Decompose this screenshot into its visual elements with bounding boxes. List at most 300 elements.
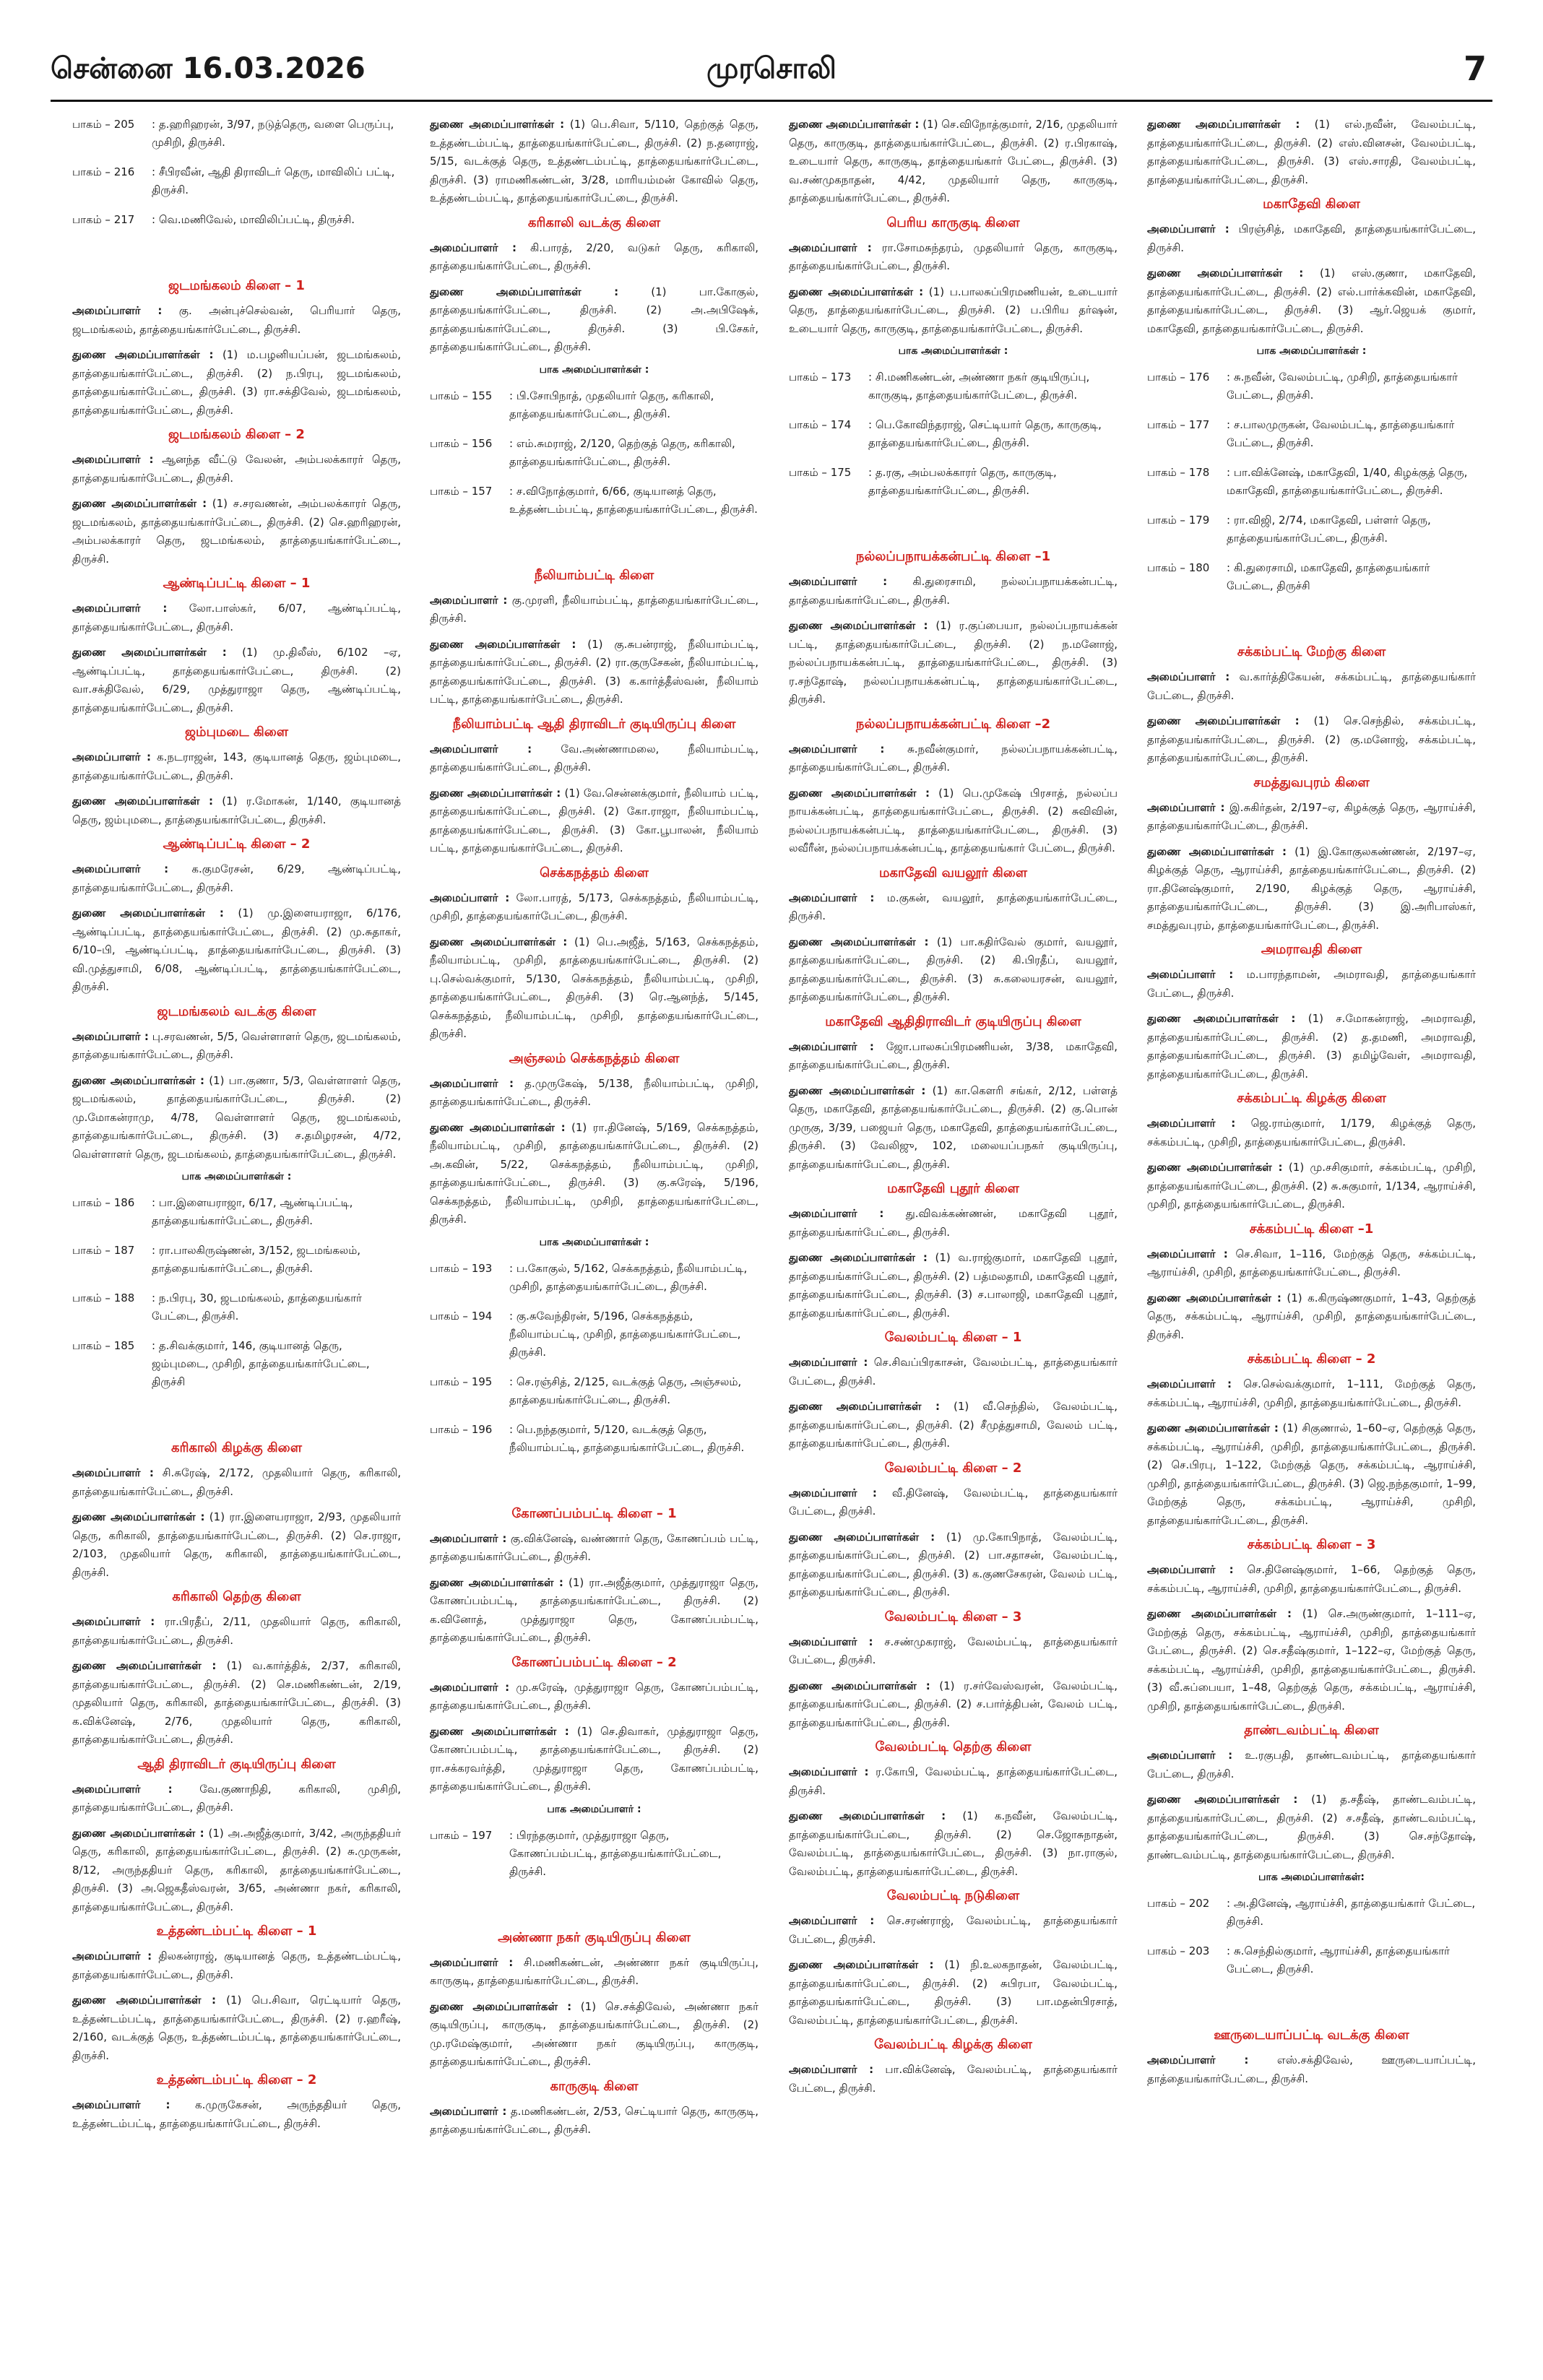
appointee-details: ச.சண்முகராஜ், வேலம்பட்டி, தாத்தையங்கார் பேட்டை, திருச்சி. bbox=[789, 1635, 1118, 1666]
spacer bbox=[430, 530, 758, 562]
appointment-entry bbox=[789, 1484, 1118, 1521]
appointment-entry bbox=[1147, 1419, 1476, 1530]
booth-number: பாகம் – 193 bbox=[430, 1261, 493, 1275]
role-label: துணை அமைப்பாளர்கள் : bbox=[1147, 1012, 1296, 1025]
appointment-entry bbox=[72, 1508, 401, 1582]
appointee-details: (1) ரா.அஜீத்குமார், முத்துராஜா தெரு, கோணப்பம்பட்டி, தாத்தையங்கார்பேட்டை, திருச்சி. (2) க.வினோத், முத்துராஜா தெரு, கோணப்பம்பட்டி, தாத்தையங்கார்பேட்டை, திருச்சி. bbox=[430, 1575, 758, 1644]
appointment-entry bbox=[1147, 966, 1476, 1003]
appointment-entry bbox=[789, 1082, 1118, 1174]
role-label: துணை அமைப்பாளர்கள் : bbox=[789, 118, 920, 131]
role-label: துணை அமைப்பாளர்கள் : bbox=[789, 1958, 934, 1971]
role-label: அமைப்பாளர் : bbox=[1147, 670, 1230, 683]
booth-entry bbox=[72, 1337, 401, 1391]
appointment-entry bbox=[72, 1991, 401, 2065]
booth-number: பாகம் – 179 bbox=[1147, 514, 1210, 527]
role-label: துணை அமைப்பாளர்கள் : bbox=[789, 1679, 930, 1692]
booth-number: பாகம் – 203 bbox=[1147, 1944, 1210, 1957]
booth-agent: : ச.விநோத்குமார், 6/66, குடியானத் தெரு, உத்தண்டம்பட்டி, தாத்தையங்கார்பேட்டை, திருச்சி. bbox=[509, 484, 758, 516]
appointee-details: (1) ர.குப்பையா, நல்லப்பநாயக்கன் பட்டி, தாத்தையங்கார்பேட்டை, திருச்சி. (2) ந.மனோஜ், நல்லப்பநாயக்கன்பட்டி, தாத்தையங்கார்பேட்டை, திருச்சி. (3) ர.சந்தோஷ், நல்லப்பநாயக்கன்பட்டி, தாத்தையங்கார்பேட்டை, திருச்சி. bbox=[789, 619, 1118, 706]
booth-number: பாகம் – 185 bbox=[72, 1339, 135, 1352]
booth-agents-heading: பாக அமைப்பாளர்கள் : bbox=[1256, 345, 1367, 357]
branch-heading: சக்கம்பட்டி கிளை – 2 bbox=[1247, 1351, 1376, 1367]
appointee-details: பா.விக்னேஷ், வேலம்பட்டி, தாத்தையங்கார் பேட்டை, திருச்சி. bbox=[789, 2063, 1118, 2095]
appointment-entry bbox=[430, 933, 758, 1044]
appointee-details: (1) எல்.நவீன், வேலம்பட்டி, தாத்தையங்கார்பேட்டை, திருச்சி. (2) எஸ்.வினசன், வேலம்பட்டி, தாத்தையங்கார்பேட்டை, திருச்சி. (3) எஸ்.சாரதி, வேலம்பட்டி, தாத்தையங்கார்பேட்டை, திருச்சி. bbox=[1147, 118, 1476, 186]
booth-agents-heading: பாக அமைப்பாளர்கள் : bbox=[539, 1236, 649, 1248]
branch-heading: தாண்டவம்பட்டி கிளை bbox=[1244, 1723, 1379, 1738]
appointment-entry bbox=[1147, 1747, 1476, 1783]
appointment-entry bbox=[789, 1912, 1118, 1949]
appointee-details: (1) க.நவீன், வேலம்பட்டி, தாத்தையங்கார்பேட்டை, திருச்சி. (2) செ.ஜோசுநாதன், வேலம்பட்டி, தாத்தையங்கார்பேட்டை, திருச்சி. (3) நா.ராகுல், வேலம்பட்டி, தாத்தையங்கார்பேட்டை, திருச்சி. bbox=[789, 1809, 1118, 1878]
appointment-entry bbox=[72, 1464, 401, 1501]
role-label: துணை அமைப்பாளர்கள் : bbox=[1147, 267, 1304, 280]
booth-agent: : அ.தினேஷ், ஆராய்ச்சி, தாத்தையங்கார் பேட்டை, திருச்சி. bbox=[1227, 1897, 1476, 1928]
appointee-details: (1) கா.கௌரி சங்கர், 2/12, பள்ளத் தெரு, மகாதேவி, தாத்தையங்கார்பேட்டை, திருச்சி. (2) கு.பொன் முருகு, 3/39, பஜையர் தெரு, மகாதேவி, தாத்தையங்கார்பேட்டை, திருச்சி. (3) வேலிஜு, 102, மலையப்பநகர் குடியிருப்பு, தாத்தையங்கார்பேட்டை, திருச்சி. bbox=[789, 1083, 1118, 1171]
role-label: அமைப்பாளர் : bbox=[430, 241, 517, 254]
booth-number: பாகம் – 155 bbox=[430, 389, 493, 402]
role-label: துணை அமைப்பாளர்கள் : bbox=[430, 1120, 566, 1134]
branch-heading: மகாதேவி கிளை bbox=[1263, 196, 1360, 212]
edition-date: சென்னை 16.03.2026 bbox=[51, 52, 366, 85]
appointee-details: து.விவக்கண்ணன், மகாதேவி புதூர், தாத்தையங்கார்பேட்டை, திருச்சி. bbox=[789, 1207, 1118, 1239]
role-label: அமைப்பாளர் : bbox=[789, 1356, 868, 1369]
role-label: அமைப்பாளர் : bbox=[789, 1486, 877, 1500]
appointee-details: (1) ச.சரவணன், அம்பலக்காரர் தெரு, ஜடமங்கலம், தாத்தையங்கார்பேட்டை, திருச்சி. (2) செ.ஹரிஹரன், அம்பலக்காரர் தெரு, ஜடமங்கலம், தாத்தையங்கார்பேட்டை, திருச்சி. bbox=[72, 497, 401, 566]
role-label: துணை அமைப்பாளர்கள் : bbox=[430, 1575, 563, 1589]
appointee-details: (1) ரா.இளையராஜா, 2/93, முதலியார் தெரு, கரிகாலி, தாத்தையங்கார்பேட்டை, திருச்சி. (2) செ.ராஜா, 2/103, முதலியார் தெரு, கரிகாலி, தாத்தையங்கார்பேட்டை, திருச்சி. bbox=[72, 1510, 401, 1579]
appointment-entry bbox=[72, 2096, 401, 2133]
role-label: அமைப்பாளர் : bbox=[789, 891, 875, 904]
booth-entry bbox=[72, 116, 401, 152]
appointment-entry bbox=[789, 1205, 1118, 1242]
booth-agent: : த.சிவக்குமார், 146, குடியானத் தெரு, ஜம்புமடை, முசிறி, தாத்தையங்கார்பேட்டை, திருச்சி bbox=[152, 1339, 370, 1388]
branch-heading: உத்தண்டம்பட்டி கிளை – 2 bbox=[156, 2072, 317, 2087]
appointee-details: (1) பா.குணா, 5/3, வெள்ளாளர் தெரு, ஜடமங்கலம், தாத்தையங்கார்பேட்டை, திருச்சி. (2) மு.மோகன்ராமு, 4/78, வெள்ளாளர் தெரு, ஜடமங்கலம், தாத்தையங்கார்பேட்டை, திருச்சி. (3) ச.தமிழரசன், 4/72, வெள்ளாளர் தெரு, ஜடமங்கலம், தாத்தையங்கார்பேட்டை, திருச்சி. bbox=[72, 1073, 401, 1161]
newspaper-name: முரசொலி bbox=[706, 52, 837, 85]
branch-heading: சக்கம்பட்டி கிளை – 3 bbox=[1247, 1537, 1376, 1552]
appointee-details: (1) இ.கோகுலகண்ணன், 2/197–ஏ, கிழக்குத் தெரு, ஆராய்ச்சி, தாத்தையங்கார்பேட்டை, திருச்சி. (2) ரா.தினேஷ்குமார், 2/190, கிழக்குத் தெரு, ஆராய்ச்சி, தாத்தையங்கார்பேட்டை, திருச்சி. (3) இ.அரிபாஸ்கர், சமத்துவபுரம், தாத்தையங்கார்பேட்டை, திருச்சி. bbox=[1147, 844, 1476, 932]
booth-agent: : சு.செந்தில்குமார், ஆராய்ச்சி, தாத்தையங்கார் பேட்டை, திருச்சி. bbox=[1227, 1944, 1450, 1976]
appointment-entry bbox=[789, 1956, 1118, 2030]
role-label: துணை அமைப்பாளர்கள் : bbox=[789, 1400, 940, 1413]
appointee-details: (1) பெ.சிவா, ரெட்டியார் தெரு, உத்தண்டம்பட்டி, தாத்தையங்கார்பேட்டை, திருச்சி. (2) ர.ஹரீஷ், 2/160, வடக்குத் தெரு, உத்தண்டம்பட்டி, தாத்தையங்கார்பேட்டை, திருச்சி. bbox=[72, 1994, 401, 2062]
branch-heading: உத்தண்டம்பட்டி கிளை – 1 bbox=[156, 1924, 317, 1939]
branch-heading: மகாதேவி ஆதிதிராவிடர் குடியிருப்பு கிளை bbox=[825, 1013, 1081, 1029]
appointment-entry bbox=[1147, 1289, 1476, 1345]
appointee-details: உ.ரகுபதி, தாண்டவம்பட்டி, தாத்தையங்கார் பேட்டை, திருச்சி. bbox=[1147, 1749, 1476, 1780]
role-label: துணை அமைப்பாளர்கள் : bbox=[789, 786, 930, 800]
branch-heading: ஜம்புமடை கிளை bbox=[184, 724, 289, 740]
booth-entry bbox=[789, 464, 1118, 500]
role-label: துணை அமைப்பாளர்கள் : bbox=[72, 646, 227, 659]
spacer bbox=[789, 511, 1118, 543]
spacer bbox=[72, 1403, 401, 1435]
booth-number: பாகம் – 157 bbox=[430, 484, 493, 498]
appointment-entry bbox=[1147, 264, 1476, 338]
appointment-entry bbox=[72, 1613, 401, 1650]
role-label: அமைப்பாளர் : bbox=[72, 1782, 173, 1796]
appointment-entry bbox=[430, 283, 758, 357]
branch-heading: வேலம்பட்டி தெற்கு கிளை bbox=[875, 1739, 1032, 1754]
branch-heading: சக்கம்பட்டி கிளை –1 bbox=[1249, 1221, 1374, 1237]
appointee-details: (1) பெ.சிவா, 5/110, தெற்குத் தெரு, உத்தண்டம்பட்டி, தாத்தையங்கார்பேட்டை, திருச்சி. (2) ந.தனராஜ், 5/15, வடக்குத் தெரு, உத்தண்டம்பட்டி, தாத்தையங்கார்பேட்டை, திருச்சி. (3) ராமணிகண்டன், 3/28, மாரியம்மன் கோவில் தெரு, உத்தண்டம்பட்டி, தாத்தையங்கார்பேட்டை, திருச்சி. bbox=[430, 118, 758, 204]
appointee-details: (1) மு.இளையராஜா, 6/176, ஆண்டிப்பட்டி, தாத்தையங்கார்பேட்டை, திருச்சி. (2) மு.சுதாகர், 6/10–பி, ஆண்டிப்பட்டி, தாத்தையங்கார்பேட்டை, திருச்சி. (3) வி.முத்துசாமி, 6/08, ஆண்டிப்பட்டி, தாத்தையங்கார்பேட்டை, திருச்சி. bbox=[72, 906, 401, 993]
appointment-entry bbox=[430, 636, 758, 709]
appointment-entry bbox=[72, 860, 401, 897]
appointee-details: வே.குணாநிதி, கரிகாலி, முசிறி, தாத்தையங்கார்பேட்டை, திருச்சி. bbox=[72, 1782, 401, 1814]
role-label: துணை அமைப்பாளர்கள் : bbox=[789, 285, 924, 298]
role-label: துணை அமைப்பாளர்கள் : bbox=[1147, 1291, 1281, 1304]
appointee-details: (1) வ.ராஜ்குமார், மகாதேவி புதூர், தாத்தையங்கார்பேட்டை, திருச்சி. (2) பத்மலதாமி, மகாதேவி புதூர், தாத்தையங்கார்பேட்டை, திருச்சி. (3) ச.பாலாஜி, மகாதேவி புதூர், தாத்தையங்கார்பேட்டை, திருச்சி. bbox=[789, 1251, 1118, 1320]
appointment-entry bbox=[72, 1825, 401, 1917]
role-label: அமைப்பாளர் : bbox=[72, 1950, 152, 1963]
column-1 bbox=[72, 116, 401, 2347]
role-label: துணை அமைப்பாளர்கள் : bbox=[789, 619, 928, 632]
role-label: துணை அமைப்பாளர்கள் : bbox=[430, 935, 568, 948]
booth-agent: : வெ.மணிவேல், மாவிலிப்பட்டி, திருச்சி. bbox=[152, 213, 355, 226]
appointment-entry bbox=[789, 1398, 1118, 1453]
role-label: அமைப்பாளர் : bbox=[72, 1615, 155, 1628]
appointee-details: க.முருகேசன், அருந்ததியர் தெரு, உத்தண்டம்பட்டி, தாத்தையங்கார்பேட்டை, திருச்சி. bbox=[72, 2098, 401, 2130]
spacer bbox=[72, 241, 401, 272]
booth-entry bbox=[72, 211, 401, 229]
branch-heading: வேலம்பட்டி நடுகிளை bbox=[886, 1888, 1020, 1903]
appointment-entry bbox=[1147, 2051, 1476, 2088]
booth-agents-heading: பாக அமைப்பாளர்கள் : bbox=[898, 345, 1008, 357]
role-label: அமைப்பாளர் : bbox=[1147, 1563, 1234, 1576]
appointee-details: கு.முரளி, நீலியாம்பட்டி, தாத்தையங்கார்பேட்டை, திருச்சி. bbox=[430, 593, 758, 625]
booth-entry bbox=[789, 416, 1118, 452]
booth-agent: : சு.நவீன், வேலம்பட்டி, முசிறி, தாத்தையங்கார் பேட்டை, திருச்சி. bbox=[1227, 371, 1458, 402]
branch-heading: ஆண்டிப்பட்டி கிளை – 1 bbox=[163, 576, 311, 591]
appointee-details: த.மணிகண்டன், 2/53, செட்டியார் தெரு, காருகுடி, தாத்தையங்கார்பேட்டை, திருச்சி. bbox=[430, 2104, 758, 2136]
booth-agents-heading: பாக அமைப்பாளர் : bbox=[547, 1803, 641, 1815]
appointment-entry bbox=[430, 740, 758, 777]
branch-heading: ஜடமங்கலம் கிளை – 1 bbox=[168, 278, 305, 293]
appointee-details: (1) நி.உலகநாதன், வேலம்பட்டி, தாத்தையங்கார்பேட்டை, திருச்சி. (2) சுபிரபா, வேலம்பட்டி, தாத்தையங்கார்பேட்டை, திருச்சி. (3) பா.மதன்பிரசாத், வேலம்பட்டி, தாத்தையங்கார்பேட்டை, திருச்சி. bbox=[789, 1958, 1118, 2027]
appointee-details: பு.சரவணன், 5/5, வெள்ளாளர் தெரு, ஜடமங்கலம், தாத்தையங்கார்பேட்டை, திருச்சி. bbox=[72, 1029, 401, 1061]
appointee-details: க.குமரேசன், 6/29, ஆண்டிப்பட்டி, தாத்தையங்கார்பேட்டை, திருச்சி. bbox=[72, 862, 401, 894]
branch-heading: வேலம்பட்டி கிழக்கு கிளை bbox=[874, 2037, 1032, 2052]
appointee-details: சி.மணிகண்டன், அண்ணா நகர் குடியிருப்பு, காருகுடி, தாத்தையங்கார்பேட்டை, திருச்சி. bbox=[430, 1955, 758, 1987]
appointment-entry bbox=[430, 116, 758, 208]
appointee-details: (1) ரா.தினேஷ், 5/169, செக்கநத்தம், நீலியாம்பட்டி, முசிறி, தாத்தையங்கார்பேட்டை, திருச்சி. (2) அ.கவின், 5/22, செக்கநத்தம், நீலியாம்பட்டி, முசிறி, தாத்தையங்கார்பேட்டை, திருச்சி. (3) கு.சுரேஷ், 5/196, செக்கநத்தம், நீலியாம்பட்டி, முசிறி, தாத்தையங்கார்பேட்டை, திருச்சி. bbox=[430, 1120, 758, 1226]
branch-heading: கோணப்பம்பட்டி கிளை – 1 bbox=[511, 1505, 677, 1521]
booth-agent: : பா.இளையராஜா, 6/17, ஆண்டிப்பட்டி, தாத்தையங்கார்பேட்டை, திருச்சி. bbox=[152, 1196, 353, 1227]
appointment-entry bbox=[789, 2061, 1118, 2098]
appointee-details: ர.கோபி, வேலம்பட்டி, தாத்தையங்கார்பேட்டை, திருச்சி. bbox=[789, 1765, 1118, 1797]
booth-number: பாகம் – 177 bbox=[1147, 418, 1210, 431]
booth-entry bbox=[1147, 559, 1476, 595]
booth-entry bbox=[430, 387, 758, 423]
appointee-details: ரா.சோமசுந்தரம், முதலியார் தெரு, காருகுடி, தாத்தையங்கார்பேட்டை, திருச்சி. bbox=[789, 241, 1118, 272]
appointee-details: (1) ம.பழனியப்பன், ஜடமங்கலம், தாத்தையங்கார்பேட்டை, திருச்சி. (2) ந.பிரபு, ஜடமங்கலம், தாத்தையங்கார்பேட்டை, திருச்சி. (3) ரா.சக்திவேல், ஜடமங்கலம், தாத்தையங்கார்பேட்டை, திருச்சி. bbox=[72, 348, 401, 417]
role-label: அமைப்பாளர் : bbox=[1147, 1247, 1228, 1260]
role-label: துணை அமைப்பாளர்கள் : bbox=[1147, 1161, 1283, 1174]
booth-entry bbox=[72, 1289, 401, 1325]
appointment-entry bbox=[789, 933, 1118, 1007]
appointee-details: (1) செ.திவாகர், முத்துராஜா தெரு, கோணப்பம்பட்டி, தாத்தையங்கார்பேட்டை, திருச்சி. (2) ரா.சக்கரவர்த்தி, முத்துராஜா தெரு, கோணப்பம்பட்டி, தாத்தையங்கார்பேட்டை, திருச்சி. bbox=[430, 1724, 758, 1793]
appointee-details: (1) எஸ்.குணா, மகாதேவி, தாத்தையங்கார்பேட்டை, திருச்சி. (2) எல்.பார்க்கவின், மகாதேவி, தாத்தையங்கார்பேட்டை, திருச்சி. (3) ஆர்.ஜெயக் குமார், மகாதேவி, தாத்தையங்கார்பேட்டை, திருச்சி. bbox=[1147, 267, 1476, 335]
role-label: அமைப்பாளர் : bbox=[1147, 968, 1234, 981]
role-label: அமைப்பாளர் : bbox=[430, 593, 508, 607]
role-label: அமைப்பாளர் : bbox=[430, 2104, 507, 2118]
role-label: துணை அமைப்பாளர்கள் : bbox=[789, 935, 929, 948]
appointment-entry bbox=[789, 889, 1118, 926]
branch-heading: வேலம்பட்டி கிளை – 2 bbox=[884, 1460, 1022, 1476]
appointment-entry bbox=[430, 239, 758, 276]
role-label: அமைப்பாளர் : bbox=[430, 1955, 514, 1969]
booth-entry bbox=[789, 368, 1118, 404]
booth-entry bbox=[430, 1307, 758, 1362]
branch-heading: அண்ணா நகர் குடியிருப்பு கிளை bbox=[498, 1929, 691, 1945]
role-label: அமைப்பாளர் : bbox=[72, 1466, 154, 1479]
booth-number: பாகம் – 175 bbox=[789, 466, 852, 479]
booth-entry bbox=[430, 1260, 758, 1296]
appointee-details: செ.சிவா, 1–116, மேற்குத் தெரு, சக்கம்பட்டி, ஆராய்ச்சி, முசிறி, தாத்தையங்கார்பேட்டை, திருச்சி. bbox=[1147, 1247, 1476, 1278]
booth-number: பாகம் – 194 bbox=[430, 1309, 493, 1323]
booth-agent: : பா.விக்னேஷ், மகாதேவி, 1/40, கிழக்குத் தெரு, மகாதேவி, தாத்தையங்கார்பேட்டை, திருச்சி. bbox=[1227, 466, 1468, 497]
role-label: அமைப்பாளர் : bbox=[789, 1914, 875, 1927]
appointee-details: செ.சரண்ராஜ், வேலம்பட்டி, தாத்தையங்கார் பேட்டை, திருச்சி. bbox=[789, 1914, 1118, 1946]
role-label: அமைப்பாளர் : bbox=[1147, 2054, 1249, 2067]
role-label: துணை அமைப்பாளர்கள் : bbox=[430, 637, 576, 651]
appointment-entry bbox=[72, 1028, 401, 1065]
role-label: துணை அமைப்பாளர்கள் : bbox=[1147, 1607, 1292, 1620]
booth-number: பாகம் – 188 bbox=[72, 1291, 135, 1304]
booth-agent: : சி.மணிகண்டன், அண்ணா நகர் குடியிருப்பு, காருகுடி, தாத்தையங்கார்பேட்டை, திருச்சி. bbox=[868, 371, 1090, 402]
branch-heading: வேலம்பட்டி கிளை – 1 bbox=[884, 1330, 1022, 1345]
booth-entry bbox=[430, 1373, 758, 1409]
booth-number: பாகம் – 156 bbox=[430, 436, 493, 450]
role-label: துணை அமைப்பாளர்கள் : bbox=[72, 1073, 205, 1087]
appointee-details: (1) பெ.முகேஷ் பிரசாத், நல்லப்ப நாயக்கன்பட்டி, தாத்தையங்கார்பேட்டை, திருச்சி. (2) சுவிவின், நல்லப்பநாயக்கன்பட்டி, தாத்தையங்கார்பேட்டை, திருச்சி. (3) லவீரீன், நல்லப்பநாயக்கன்பட்டி, தாத்தையங்கார் பேட்டை, திருச்சி. bbox=[789, 786, 1118, 854]
spacer bbox=[1147, 607, 1476, 639]
role-label: துணை அமைப்பாளர்கள் : bbox=[72, 1994, 217, 2007]
appointee-details: செ.சிவப்பிரகாசன், வேலம்பட்டி, தாத்தையங்கார் பேட்டை, திருச்சி. bbox=[789, 1356, 1118, 1388]
role-label: அமைப்பாளர் : bbox=[72, 2098, 170, 2111]
appointment-entry bbox=[789, 1633, 1118, 1670]
appointee-details: ஆனந்த வீட்டு வேலன், அம்பலக்காரர் தெரு, தாத்தையங்கார்பேட்டை, திருச்சி. bbox=[72, 453, 401, 485]
role-label: துணை அமைப்பாளர்கள் : bbox=[430, 118, 565, 131]
booth-agent: : த.ரகு, அம்பலக்காரர் தெரு, காருகுடி, தாத்தையங்கார்பேட்டை, திருச்சி. bbox=[868, 466, 1057, 497]
role-label: அமைப்பாளர் : bbox=[789, 575, 888, 588]
branch-heading: வேலம்பட்டி கிளை – 3 bbox=[884, 1609, 1022, 1624]
appointment-entry bbox=[430, 1119, 758, 1229]
appointment-entry bbox=[1147, 1159, 1476, 1214]
booth-entry bbox=[430, 483, 758, 519]
branch-heading: ஊருடையாப்பட்டி வடக்கு கிளை bbox=[1214, 2028, 1409, 2043]
appointment-entry bbox=[430, 1530, 758, 1567]
role-label: அமைப்பாளர் : bbox=[430, 742, 532, 756]
role-label: துணை அமைப்பாளர்கள் : bbox=[72, 497, 207, 510]
appointee-details: (1) வ.கார்த்திக், 2/37, கரிகாலி, தாத்தையங்கார்பேட்டை, திருச்சி. (2) செ.மணிகண்டன், 2/19, முதலியார் தெரு, கரிகாலி, தாத்தையங்கார்பேட்டை, திருச்சி. (3) க.விக்னேஷ், 2/76, முதலியார் தெரு, கரிகாலி, தாத்தையங்கார்பேட்டை, திருச்சி. bbox=[72, 1659, 401, 1746]
role-label: துணை அமைப்பாளர்கள் : bbox=[72, 1510, 205, 1523]
branch-heading: பெரிய காருகுடி கிளை bbox=[886, 215, 1020, 230]
appointment-entry bbox=[1147, 220, 1476, 257]
appointee-details: திலகன்ராஜ், குடியானத் தெரு, உத்தண்டம்பட்டி, தாத்தையங்கார்பேட்டை, திருச்சி. bbox=[72, 1950, 401, 1981]
role-label: அமைப்பாளர் : bbox=[430, 1680, 510, 1694]
booth-number: பாகம் – 176 bbox=[1147, 371, 1210, 384]
role-label: அமைப்பாளர் : bbox=[1147, 1377, 1232, 1390]
appointment-entry bbox=[430, 1075, 758, 1112]
appointment-entry bbox=[789, 740, 1118, 777]
role-label: துணை அமைப்பாளர்கள் : bbox=[1147, 714, 1300, 727]
branch-heading: நல்லப்பநாயக்கன்பட்டி கிளை –2 bbox=[855, 716, 1051, 732]
booth-agent: : ப.கோகுல், 5/162, செக்கநத்தம், நீலியாம்பட்டி, முசிறி, தாத்தையங்கார்பேட்டை, திருச்சி. bbox=[509, 1261, 748, 1293]
appointment-entry bbox=[72, 1657, 401, 1749]
branch-heading: நீலியாம்பட்டி கிளை bbox=[534, 567, 654, 583]
booth-number: பாகம் – 217 bbox=[72, 213, 135, 226]
role-label: துணை அமைப்பாளர்கள் : bbox=[1147, 1421, 1279, 1435]
role-label: துணை அமைப்பாளர்கள் : bbox=[1147, 844, 1287, 858]
appointee-details: (1) ர.சர்வேஸ்வரன், வேலம்பட்டி, தாத்தையங்கார்பேட்டை, திருச்சி. (2) ச.பார்த்திபன், வேலம் பட்டி, தாத்தையங்கார்பேட்டை, திருச்சி. bbox=[789, 1679, 1118, 1729]
appointee-details: (1) ச.மோகன்ராஜ், அமராவதி, தாத்தையங்கார்பேட்டை, திருச்சி. (2) த.தமணி, அமராவதி, தாத்தையங்கார்பேட்டை, திருச்சி. (3) தமிழ்வேள், அமராவதி, தாத்தையங்கார்பேட்டை, திருச்சி. bbox=[1147, 1012, 1476, 1081]
booth-agent: : ரா.பாலகிருஷ்ணன், 3/152, ஜடமங்கலம், தாத்தையங்கார்பேட்டை, திருச்சி. bbox=[152, 1244, 361, 1275]
appointee-details: எஸ்.சக்திவேல், ஊருடையாப்பட்டி, தாத்தையங்கார்பேட்டை, திருச்சி. bbox=[1147, 2054, 1476, 2085]
role-label: அமைப்பாளர் : bbox=[430, 1531, 507, 1545]
appointee-details: (1) பெ.அஜீத், 5/163, செக்கநத்தம், நீலியாம்பட்டி, முசிறி, தாத்தையங்கார்பேட்டை, திருச்சி. (2) பு.செல்வக்குமார், 5/130, செக்கநத்தம், நீலியாம்பட்டி, முசிறி, தாத்தையங்கார்பேட்டை, திருச்சி. (3) ரெ.ஆனந்த், 5/145, செக்கநத்தம், நீலியாம்பட்டி, முசிறி, தாத்தையங்கார்பேட்டை, திருச்சி. bbox=[430, 935, 758, 1040]
role-label: அமைப்பாளர் : bbox=[1147, 1749, 1233, 1762]
role-label: துணை அமைப்பாளர்கள் : bbox=[72, 348, 214, 361]
appointment-entry bbox=[789, 1038, 1118, 1075]
role-label: துணை அமைப்பாளர்கள் : bbox=[72, 795, 214, 808]
appointee-details: ஜெ.ராம்குமார், 1/179, கிழக்குத் தெரு, சக்கம்பட்டி, முசிறி, தாத்தையங்கார்பேட்டை, திருச்சி. bbox=[1147, 1117, 1476, 1148]
role-label: துணை அமைப்பாளர்கள் : bbox=[430, 1724, 569, 1738]
branch-heading: கரிகாலி வடக்கு கிளை bbox=[527, 215, 661, 230]
booth-number: பாகம் – 186 bbox=[72, 1196, 135, 1209]
role-label: அமைப்பாளர் : bbox=[1147, 222, 1229, 235]
branch-heading: கோணப்பம்பட்டி கிளை – 2 bbox=[511, 1654, 677, 1670]
appointment-entry bbox=[1147, 799, 1476, 836]
booth-number: பாகம் – 187 bbox=[72, 1244, 135, 1257]
appointment-entry bbox=[430, 2103, 758, 2139]
role-label: துணை அமைப்பாளர்கள் : bbox=[789, 1809, 946, 1822]
appointee-details: வ.கார்த்திகேயன், சக்கம்பட்டி, தாத்தையங்கார் பேட்டை, திருச்சி. bbox=[1147, 670, 1476, 702]
branch-heading: கரிகாலி தெற்கு கிளை bbox=[172, 1589, 301, 1604]
booth-number: பாகம் – 173 bbox=[789, 371, 852, 384]
appointment-entry bbox=[72, 346, 401, 420]
appointment-entry bbox=[789, 283, 1118, 339]
role-label: அமைப்பாளர் : bbox=[430, 1076, 514, 1090]
appointee-details: கி.துரைசாமி, நல்லப்பநாயக்கன்பட்டி, தாத்தையங்கார்பேட்டை, திருச்சி. bbox=[789, 575, 1118, 607]
appointee-details: இ.சுகிர்தன், 2/197–ஏ, கிழக்குத் தெரு, ஆராய்ச்சி, தாத்தையங்கார்பேட்டை, திருச்சி. bbox=[1147, 800, 1476, 832]
appointment-entry bbox=[430, 784, 758, 858]
role-label: அமைப்பாளர் : bbox=[72, 862, 169, 875]
booth-number: பாகம் – 197 bbox=[430, 1828, 493, 1842]
booth-entry bbox=[430, 1827, 758, 1881]
appointment-entry bbox=[1147, 668, 1476, 705]
role-label: அமைப்பாளர் : bbox=[789, 2063, 874, 2076]
role-label: துணை அமைப்பாளர்கள் : bbox=[1147, 118, 1300, 131]
branch-heading: நீலியாம்பட்டி ஆதி திராவிடர் குடியிருப்பு கிளை bbox=[452, 716, 736, 732]
appointee-details: கு.விக்னேஷ், வண்ணார் தெரு, கோணப்பம் பட்டி, தாத்தையங்கார்பேட்டை, திருச்சி. bbox=[430, 1531, 758, 1563]
role-label: அமைப்பாளர் : bbox=[1147, 800, 1225, 814]
booth-agent: : ச.பாலமுருகன், வேலம்பட்டி, தாத்தையங்கார் பேட்டை, திருச்சி. bbox=[1227, 418, 1455, 449]
booth-agents-heading: பாக அமைப்பாளர்கள்: bbox=[1258, 1871, 1365, 1883]
appointment-entry bbox=[789, 784, 1118, 858]
appointment-entry bbox=[72, 1780, 401, 1817]
appointment-entry bbox=[789, 1677, 1118, 1733]
role-label: அமைப்பாளர் : bbox=[72, 602, 168, 615]
appointee-details: (1) பா.கோகுல், தாத்தையங்கார்பேட்டை, திருச்சி. (2) அ.அபிஷேக், தாத்தையங்கார்பேட்டை, திருச்சி. (3) பி.சேகர், தாத்தையங்கார்பேட்டை, திருச்சி. bbox=[430, 285, 758, 353]
column-4 bbox=[1147, 116, 1476, 2347]
booth-entry bbox=[1147, 511, 1476, 548]
appointee-details: வீ.தினேஷ், வேலம்பட்டி, தாத்தையங்கார் பேட்டை, திருச்சி. bbox=[789, 1486, 1118, 1518]
booth-agent: : எம்.சுமராஜ், 2/120, தெற்குத் தெரு, கரிகாலி, தாத்தையங்கார்பேட்டை, திருச்சி. bbox=[509, 436, 735, 468]
role-label: அமைப்பாளர் : bbox=[72, 1029, 149, 1043]
appointment-entry bbox=[72, 748, 401, 785]
booth-agent: : பெ.நந்தகுமார், 5/120, வடக்குத் தெரு, நீலியாம்பட்டி, தாத்தையங்கார்பேட்டை, திருச்சி. bbox=[509, 1422, 745, 1454]
booth-entry bbox=[1147, 368, 1476, 404]
booth-agent: : பெ.கோவிந்தராஜ், செட்டியார் தெரு, காருகுடி, தாத்தையங்கார்பேட்டை, திருச்சி. bbox=[868, 418, 1102, 449]
booth-agent: : சீபிரவீன், ஆதி திராவிடர் தெரு, மாவிலிப் பட்டி, திருச்சி. bbox=[152, 165, 395, 196]
role-label: துணை அமைப்பாளர்கள் : bbox=[430, 285, 619, 298]
appointment-entry bbox=[72, 792, 401, 829]
appointment-entry bbox=[72, 600, 401, 636]
appointment-entry bbox=[1147, 1010, 1476, 1083]
spacer bbox=[430, 1892, 758, 1924]
booth-entry bbox=[1147, 1895, 1476, 1931]
role-label: அமைப்பாளர் : bbox=[789, 241, 872, 254]
role-label: துணை அமைப்பாளர்கள் : bbox=[72, 906, 224, 919]
appointee-details: (1) செ.விநோத்குமார், 2/16, முதலியார் தெரு, காருகுடி, தாத்தையங்கார்பேட்டை, திருச்சி. (2) ர.பிரகாஷ், உடையார் தெரு, காருகுடி, தாத்தையங்கார் பேட்டை, திருச்சி. (3) வ.சண்முகநாதன், 4/42, முதலியார் தெரு, காருகுடி, தாத்தையங்கார்பேட்டை, திருச்சி. bbox=[789, 118, 1118, 204]
appointment-entry bbox=[72, 495, 401, 568]
appointment-entry bbox=[72, 644, 401, 717]
appointment-entry bbox=[72, 302, 401, 339]
branch-heading: கரிகாலி கிழக்கு கிளை bbox=[171, 1440, 302, 1455]
booth-entry bbox=[72, 1242, 401, 1278]
booth-agent: : கு.சுவேந்திரன், 5/196, செக்கநத்தம், நீலியாம்பட்டி, முசிறி, தாத்தையங்கார்பேட்டை, திருச்சி. bbox=[509, 1309, 741, 1359]
branch-heading: ஆதி திராவிடர் குடியிருப்பு கிளை bbox=[137, 1756, 336, 1772]
role-label: அமைப்பாளர் : bbox=[430, 891, 510, 904]
appointment-entry bbox=[789, 1807, 1118, 1881]
appointment-entry bbox=[789, 1528, 1118, 1602]
branch-heading: மகாதேவி புதூர் கிளை bbox=[887, 1181, 1019, 1196]
branch-heading: மகாதேவி வயலூர் கிளை bbox=[878, 865, 1028, 880]
booth-number: பாகம் – 202 bbox=[1147, 1897, 1210, 1910]
appointment-entry bbox=[1147, 712, 1476, 768]
column-2 bbox=[430, 116, 758, 2347]
appointee-details: (1) பா.கதிர்வேல் குமார், வயலூர், தாத்தையங்கார்பேட்டை, திருச்சி. (2) கி.பிரதீப், வயலூர், தாத்தையங்கார்பேட்டை, திருச்சி. (3) சு.கலையரசன், வயலூர், தாத்தையங்கார்பேட்டை, திருச்சி. bbox=[789, 935, 1118, 1003]
appointment-entry bbox=[72, 904, 401, 997]
appointment-entry bbox=[72, 1947, 401, 1984]
booth-agent: : பி.சோபிநாத், முதலியார் தெரு, கரிகாலி, தாத்தையங்கார்பேட்டை, திருச்சி. bbox=[509, 389, 714, 420]
role-label: அமைப்பாளர் : bbox=[72, 750, 151, 763]
appointee-details: பிரஞ்சித், மகாதேவி, தாத்தையங்கார்பேட்டை, திருச்சி. bbox=[1147, 222, 1476, 254]
booth-number: பாகம் – 205 bbox=[72, 118, 135, 131]
booth-agent: : செ.ரஞ்சித், 2/125, வடக்குத் தெரு, அஞ்சலம், தாத்தையங்கார்பேட்டை, திருச்சி. bbox=[509, 1375, 742, 1406]
appointee-details: க.நடராஜன், 143, குடியானத் தெரு, ஜம்புமடை, தாத்தையங்கார்பேட்டை, திருச்சி. bbox=[72, 750, 401, 782]
masthead-rule bbox=[51, 100, 1492, 102]
role-label: துணை அமைப்பாளர்கள் : bbox=[72, 1659, 217, 1672]
branch-heading: காருகுடி கிளை bbox=[550, 2078, 639, 2094]
branch-heading: ஜடமங்கலம் வடக்கு கிளை bbox=[157, 1003, 316, 1019]
appointee-details: லோ.பாரத், 5/173, செக்கநத்தம், நீலியாம்பட்டி, முசிறி, தாத்தையங்கார்பேட்டை, திருச்சி. bbox=[430, 891, 758, 922]
appointment-entry bbox=[789, 1763, 1118, 1800]
appointment-entry bbox=[1147, 1561, 1476, 1598]
appointment-entry bbox=[789, 573, 1118, 610]
booth-number: பாகம் – 174 bbox=[789, 418, 852, 431]
appointment-entry bbox=[430, 592, 758, 628]
booth-agents-heading: பாக அமைப்பாளர்கள் : bbox=[181, 1171, 292, 1182]
appointment-entry bbox=[789, 1354, 1118, 1390]
booth-entry bbox=[1147, 416, 1476, 452]
booth-agent: : பிரந்தகுமார், முத்துராஜா தெரு, கோணப்பம்பட்டி, தாத்தையங்கார்பேட்டை, திருச்சி. bbox=[509, 1828, 722, 1878]
role-label: துணை அமைப்பாளர்கள் : bbox=[789, 1083, 926, 1097]
role-label: அமைப்பாளர் : bbox=[1147, 1117, 1236, 1130]
appointment-entry bbox=[430, 889, 758, 926]
